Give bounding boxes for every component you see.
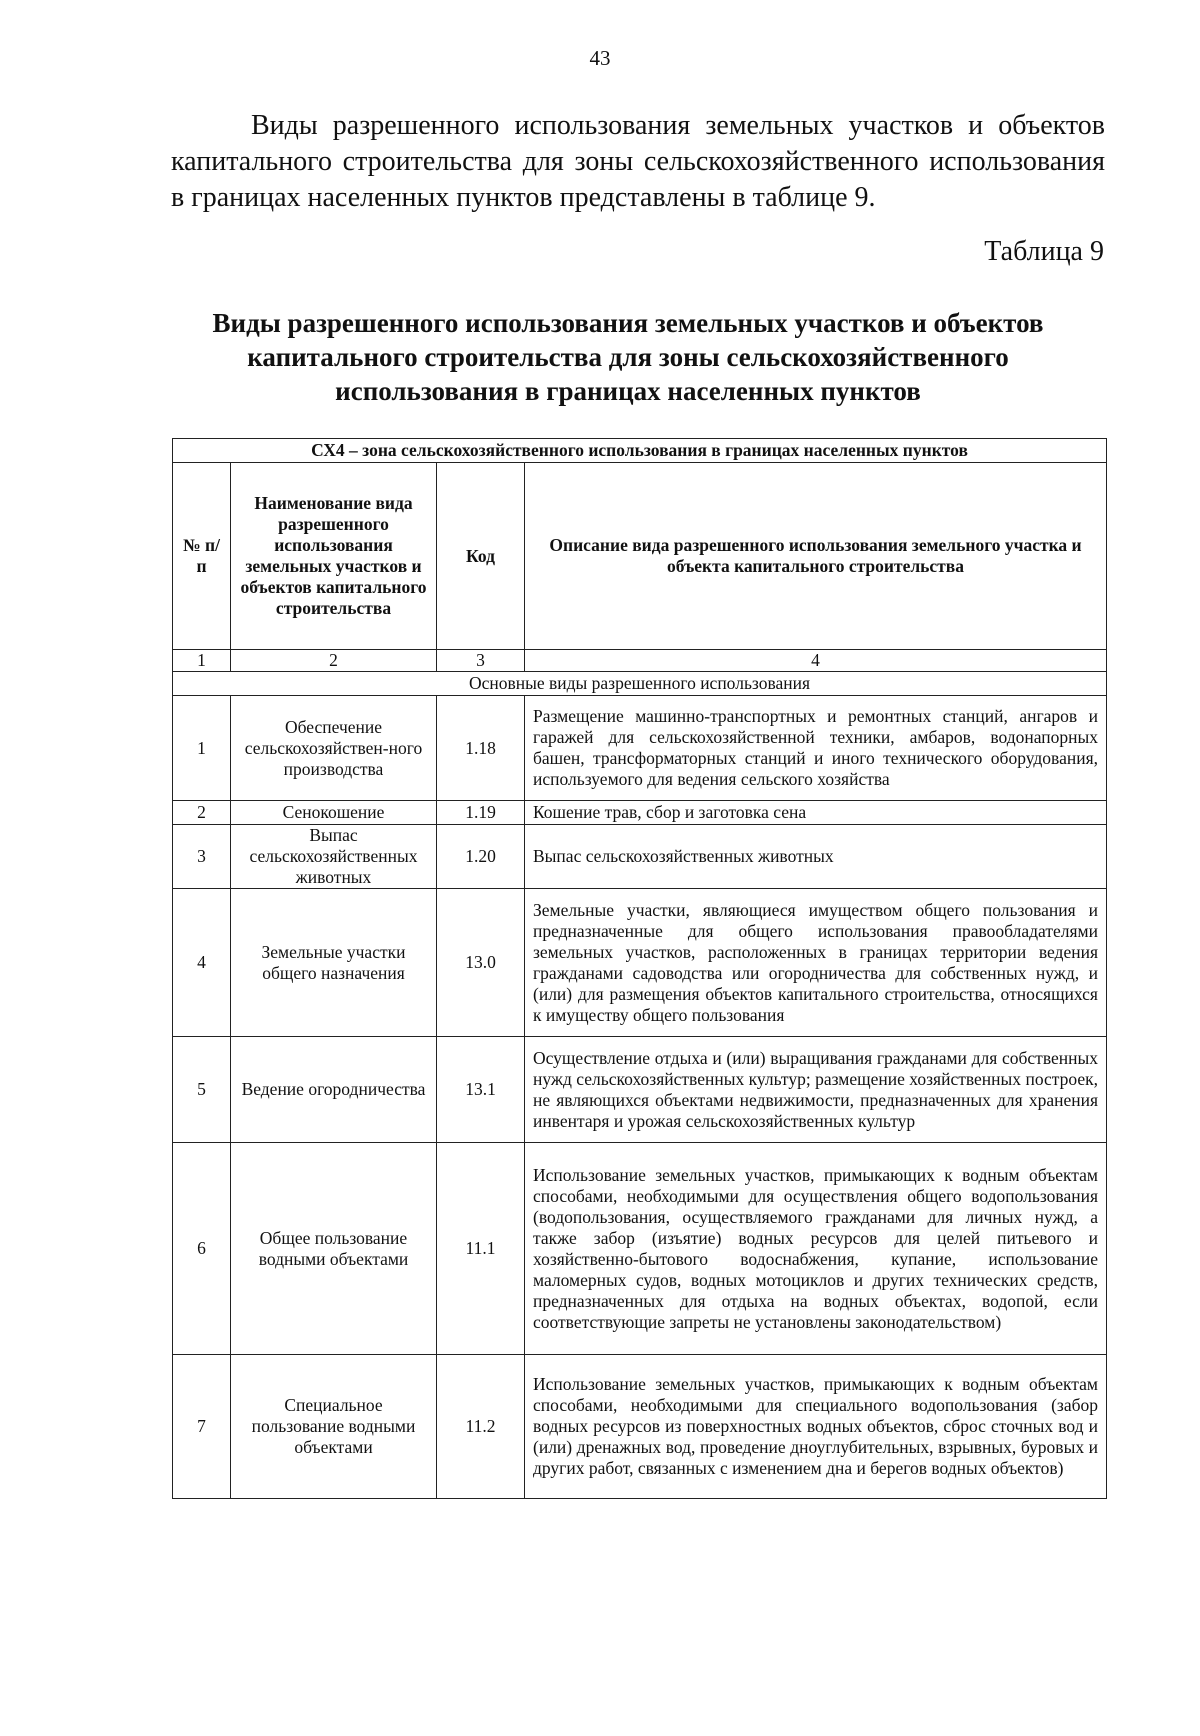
row-code: 13.0 (437, 889, 525, 1037)
column-number: 3 (437, 650, 525, 672)
row-number: 4 (173, 889, 231, 1037)
column-header-number: № п/п (173, 463, 231, 650)
row-code: 1.18 (437, 696, 525, 801)
table-row (173, 825, 1107, 889)
row-code: 11.1 (437, 1143, 525, 1355)
table-caption: Таблица 9 (984, 236, 1104, 267)
row-number: 3 (173, 825, 231, 889)
table-row (173, 1143, 1107, 1355)
row-description: Размещение машинно-транспортных и ремонтных станций, ангаров и гаражей для сельскохозяйственной техники, амбаров, водонапорных башен, трансформаторных станций и иного технического оборудования, используемого для ведения сельского хозяйства (525, 696, 1107, 801)
column-number: 2 (231, 650, 437, 672)
row-description: Кошение трав, сбор и заготовка сена (525, 801, 1107, 825)
page-number: 43 (589, 46, 611, 70)
row-number: 5 (173, 1037, 231, 1143)
table-row (173, 1355, 1107, 1499)
row-description: Выпас сельскохозяйственных животных (525, 825, 1107, 889)
row-name: Выпас сельскохозяйственных животных (231, 825, 437, 889)
intro-paragraph: Виды разрешенного использования земельных участков и объектов капитального строительства для зоны сельскохозяйственного использования в границах населенных пунктов представлены в таблице 9. (171, 110, 1105, 213)
row-code: 11.2 (437, 1355, 525, 1499)
row-name: Ведение огородничества (231, 1037, 437, 1143)
table-body (173, 696, 1107, 1499)
row-name: Земельные участки общего назначения (231, 889, 437, 1037)
row-number: 2 (173, 801, 231, 825)
row-description: Использование земельных участков, примыкающих к водным объектам способами, необходимыми для осуществления общего водопользования (водопользования, осуществляемого гражданами для личных нужд, а также забор (изъятие) водных ресурсов для целей питьевого и хозяйственно-бытового водоснабжения, купание, использование маломерных судов, водных мотоциклов и других технических средств, предназначенных для отдыха на водных объектах, водопой, если соответствующие запреты не установлены законодательством) (525, 1143, 1107, 1355)
row-description: Осуществление отдыха и (или) выращивания гражданами для собственных нужд сельскохозяйственных культур; размещение хозяйственных построек, не являющихся объектами недвижимости, предназначенных для хранения инвентаря и урожая сельскохозяйственных культур (525, 1037, 1107, 1143)
zone-header: СХ4 – зона сельскохозяйственного использования в границах населенных пунктов (173, 439, 1107, 463)
row-name: Сенокошение (231, 801, 437, 825)
row-description: Использование земельных участков, примыкающих к водным объектам способами, необходимыми для специального водопользования (забор водных ресурсов из поверхностных водных объектов, сброс сточных вод и (или) дренажных вод, проведение дноуглубительных, взрывных, буровых и других работ, связанных с изменением дна и берегов водных объектов) (525, 1355, 1107, 1499)
row-number: 6 (173, 1143, 231, 1355)
document-title: Виды разрешенного использования земельных участков и объектов капитального строительства для зоны сельскохозяйственного использования в границах населенных пунктов (212, 308, 1044, 406)
row-description: Земельные участки, являющиеся имуществом общего пользования и предназначенные для общего использования правообладателями земельных участков, расположенных в границах территории ведения гражданами садоводства или огородничества для собственных нужд, и (или) для размещения объектов капитального строительства, относящихся к имуществу общего пользования (525, 889, 1107, 1037)
column-number: 4 (525, 650, 1107, 672)
section-header: Основные виды разрешенного использования (173, 672, 1107, 696)
column-number: 1 (173, 650, 231, 672)
row-number: 1 (173, 696, 231, 801)
column-header-code: Код (437, 463, 525, 650)
column-header-name: Наименование вида разрешенного использования земельных участков и объектов капитального строительства (231, 463, 437, 650)
row-name: Специальное пользование водными объектами (231, 1355, 437, 1499)
table-row (173, 696, 1107, 801)
row-name: Общее пользование водными объектами (231, 1143, 437, 1355)
land-use-table-container (172, 438, 1106, 1499)
table-row (173, 889, 1107, 1037)
table-row (173, 1037, 1107, 1143)
land-use-table (172, 438, 1107, 1499)
row-name: Обеспечение сельскохозяйствен-ного производства (231, 696, 437, 801)
row-code: 13.1 (437, 1037, 525, 1143)
row-number: 7 (173, 1355, 231, 1499)
column-header-description: Описание вида разрешенного использования земельного участка и объекта капитального строительства (525, 463, 1107, 650)
row-code: 1.20 (437, 825, 525, 889)
row-code: 1.19 (437, 801, 525, 825)
table-row (173, 801, 1107, 825)
